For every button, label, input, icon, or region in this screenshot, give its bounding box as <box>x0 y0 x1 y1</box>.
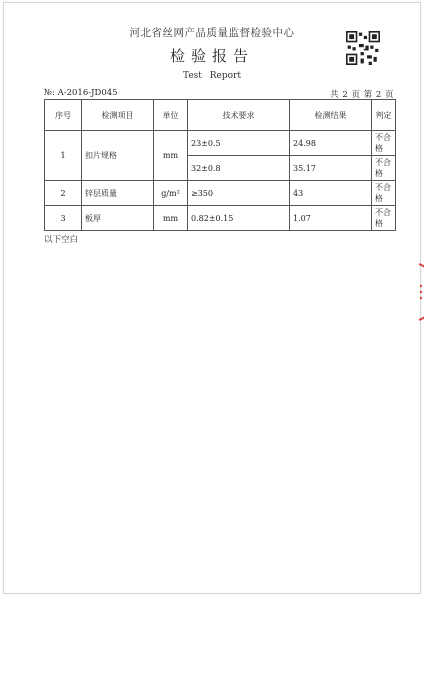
row-item: 锌层质量 <box>82 181 154 206</box>
row-requirement: 0.82±0.15 <box>188 206 290 231</box>
row-requirement: ≥350 <box>188 181 290 206</box>
table-row <box>45 206 396 231</box>
qr-code-icon <box>346 31 380 65</box>
header-no: 序号 <box>45 100 82 131</box>
row-result: 1.07 <box>290 206 372 231</box>
row-item: 板厚 <box>82 206 154 231</box>
row-result: 43 <box>290 181 372 206</box>
header-unit: 单位 <box>154 100 188 131</box>
row-no: 1 <box>45 131 82 181</box>
page-indicator: 共 2 页 第 2 页 <box>330 90 394 100</box>
table-row <box>45 181 396 206</box>
row-unit: mm <box>154 206 188 231</box>
row-requirement: 23±0.5 <box>188 131 290 156</box>
row-no: 3 <box>45 206 82 231</box>
row-verdict: 不合格 <box>372 181 396 206</box>
header-result: 检测结果 <box>290 100 372 131</box>
row-unit: g/m² <box>154 181 188 206</box>
header-requirement: 技术要求 <box>188 100 290 131</box>
row-unit: mm <box>154 131 188 181</box>
seal-stamp-icon <box>405 262 424 322</box>
row-requirement: 32±0.8 <box>188 156 290 181</box>
table-header-row <box>45 100 396 131</box>
table-row <box>45 131 396 156</box>
row-no: 2 <box>45 181 82 206</box>
test-results-table <box>44 99 396 231</box>
row-result: 24.98 <box>290 131 372 156</box>
inspection-center-name: 河北省丝网产品质量监督检验中心 <box>129 27 295 39</box>
row-item: 扣片规格 <box>82 131 154 181</box>
row-verdict: 不合格 <box>372 206 396 231</box>
report-title: 检验报告 <box>169 47 254 65</box>
report-number: №: A-2016-JD045 <box>44 88 118 98</box>
report-subtitle: Test Report <box>183 71 241 81</box>
report-sheet <box>3 2 421 594</box>
header-item: 检测项目 <box>82 100 154 131</box>
row-verdict: 不合格 <box>372 156 396 181</box>
blank-below-note: 以下空白 <box>44 235 79 245</box>
row-result: 35.17 <box>290 156 372 181</box>
row-verdict: 不合格 <box>372 131 396 156</box>
header-verdict: 判定 <box>372 100 396 131</box>
